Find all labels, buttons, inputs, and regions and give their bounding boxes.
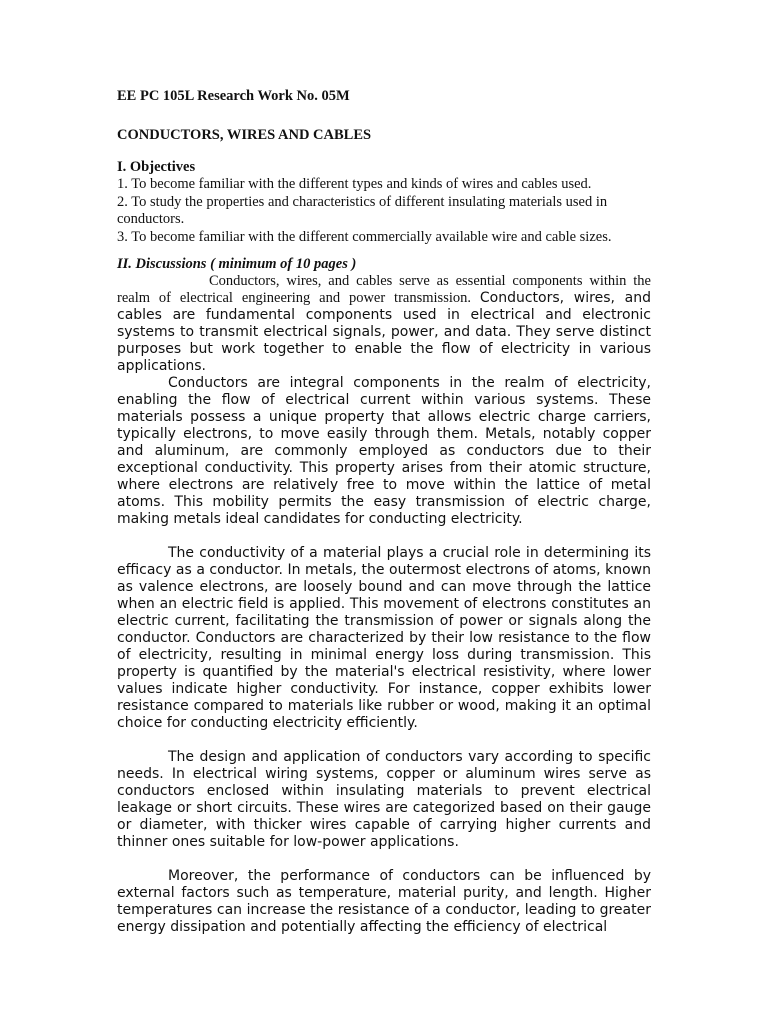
document-title: CONDUCTORS, WIRES AND CABLES bbox=[117, 127, 372, 143]
intro-sans-text: Conductors, wires, and cables are fundamental components used in electrical and electronic systems to transmit electrical signals, power, and data. They serve distinct purposes but work together to enable the flow of electricity in various applications. bbox=[117, 290, 651, 374]
course-title: EE PC 105L Research Work No. 05M bbox=[117, 88, 350, 104]
discussion-paragraph: Conductors are integral components in the realm of electricity, enabling the flow of electrical current within various systems. These materials possess a unique property that allows electric charge carriers, typically electrons, to move easily through them. Metals, notably copper and aluminum, are commonly employed as conductors due to their exceptional conductivity. This property arises from their atomic structure, where electrons are relatively free to move within the lattice of metal atoms. This mobility permits the easy transmission of electric charge, making metals ideal candidates for conducting electricity. bbox=[117, 375, 651, 527]
discussion-paragraph: The design and application of conductors vary according to specific needs. In electrical wiring systems, copper or aluminum wires serve as conductors enclosed within insulating materials to prevent electrical leakage or short circuits. These wires are categorized based on their gauge or diameter, with thicker wires capable of carrying higher currents and thinner ones suitable for low-power applications. bbox=[117, 749, 651, 850]
intro-paragraph bbox=[117, 273, 651, 375]
discussion-paragraph: The conductivity of a material plays a crucial role in determining its efficacy as a conductor. In metals, the outermost electrons of atoms, known as valence electrons, are loosely bound and can move through the lattice when an electric field is applied. This movement of electrons constitutes an electric current, facilitating the transmission of power or signals along the conductor. Conductors are characterized by their low resistance to the flow of electricity, resulting in minimal energy loss during transmission. This property is quantified by the material's electrical resistivity, where lower values indicate higher conductivity. For instance, copper exhibits lower resistance compared to materials like rubber or wood, making it an optimal choice for conducting electricity efficiently. bbox=[117, 545, 651, 731]
objectives-list bbox=[117, 176, 651, 246]
intro-serif-text: Conductors, wires, and cables serve as essential components within the realm of electrical engineering and power transmission. bbox=[117, 273, 651, 306]
objective-item: 1. To become familiar with the different types and kinds of wires and cables used. bbox=[117, 176, 592, 192]
objective-item: 2. To study the properties and characteristics of different insulating materials used in conductors. bbox=[117, 193, 608, 227]
discussions-section bbox=[117, 256, 651, 936]
objective-item: 3. To become familiar with the different commercially available wire and cable sizes. bbox=[117, 228, 612, 245]
discussions-heading: II. Discussions ( minimum of 10 pages ) bbox=[117, 256, 357, 272]
objectives-section bbox=[117, 159, 651, 246]
document-page bbox=[117, 88, 651, 936]
objectives-heading: I. Objectives bbox=[117, 159, 196, 175]
discussion-paragraph: Moreover, the performance of conductors can be influenced by external factors such as temperature, material purity, and length. Higher temperatures can increase the resistance of a conductor, leading to greater energy dissipation and potentially affecting the efficiency of electrical bbox=[117, 868, 651, 935]
